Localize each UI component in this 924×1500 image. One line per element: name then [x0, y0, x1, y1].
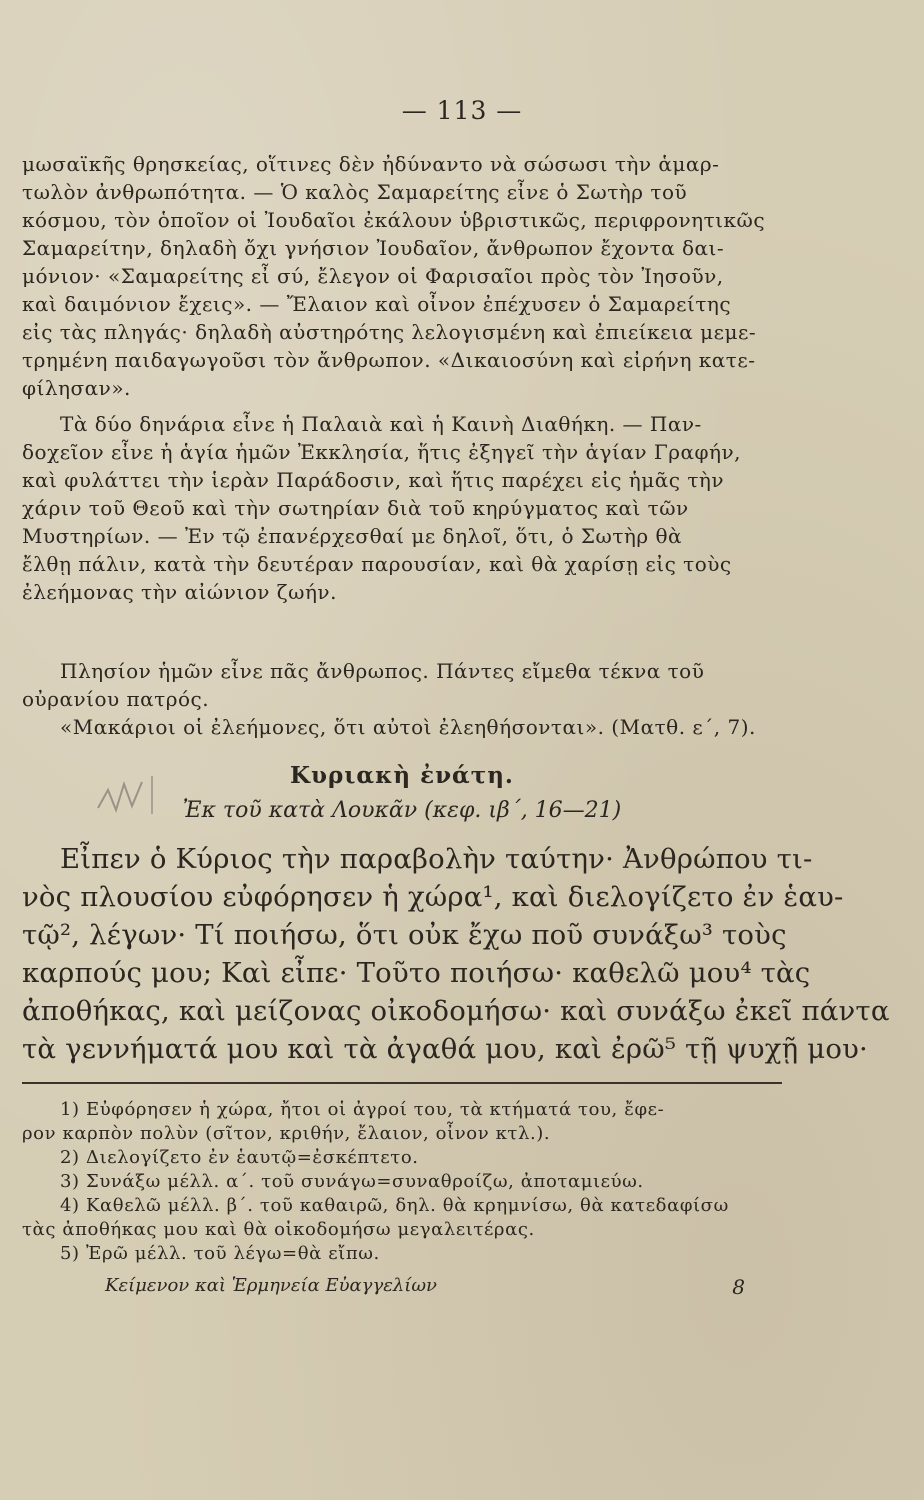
scripture-quote: «Μακάριοι οἱ ἐλεήμονες, ὅτι αὐτοὶ ἐλεηθήσονται». (Ματθ. ε΄, 7). — [60, 715, 756, 739]
text-line: φίλησαν». — [22, 376, 131, 400]
text-line: χάριν τοῦ Θεοῦ καὶ τὴν σωτηρίαν διὰ τοῦ κηρύγματος καὶ τῶν — [22, 496, 689, 520]
footnote-line: 2) Διελογίζετο ἐν ἑαυτῷ=ἐσκέπτετο. — [60, 1147, 419, 1168]
footnote-line: 5) Ἐρῶ μέλλ. τοῦ λέγω=θὰ εἴπω. — [60, 1243, 380, 1264]
text-line: Πλησίον ἡμῶν εἶνε πᾶς ἄνθρωπος. Πάντες εἴμεθα τέκνα τοῦ — [60, 659, 705, 683]
text-line: δοχεῖον εἶνε ἡ ἁγία ἡμῶν Ἐκκλησία, ἥτις ἐξηγεῖ τὴν ἁγίαν Γραφήν, — [22, 440, 742, 464]
footnote-line: τὰς ἀποθήκας μου καὶ θὰ οἰκοδομήσω μεγαλειτέρας. — [22, 1219, 535, 1240]
text-line: Εἶπεν ὁ Κύριος τὴν παραβολὴν ταύτην· Ἀνθρώπου τι- — [60, 843, 813, 875]
section-heading: Κυριακὴ ἐνάτη. — [290, 762, 514, 789]
gospel-text — [22, 840, 890, 1068]
section-subheading: Ἐκ τοῦ κατὰ Λουκᾶν (κεφ. ιβ΄, 16—21) — [182, 798, 622, 823]
footnote-line: ρον καρπὸν πολὺν (σῖτον, κριθήν, ἔλαιον, οἶνον κτλ.). — [22, 1123, 551, 1144]
page-footer — [105, 1275, 745, 1299]
paragraph-three — [22, 657, 782, 741]
page-number: — 113 — — [401, 96, 523, 125]
text-line: νὸς πλουσίου εὐφόρησεν ἡ χώρα¹, καὶ διελογίζετο ἐν ἑαυ- — [22, 881, 844, 913]
footnote-line: 4) Καθελῶ μέλλ. β΄. τοῦ καθαιρῶ, δηλ. θὰ κρημνίσω, θὰ κατεδαφίσω — [60, 1195, 729, 1216]
footnote-line: 3) Συνάξω μέλλ. α΄. τοῦ συνάγω=συναθροίζω, ἀποταμιεύω. — [60, 1171, 644, 1192]
text-line: μωσαϊκῆς θρησκείας, οἵτινες δὲν ἠδύναντο νὰ σώσωσι τὴν ἁμαρ- — [22, 152, 720, 176]
text-line: τωλὸν ἀνθρωπότητα. — Ὁ καλὸς Σαμαρείτης εἶνε ὁ Σωτὴρ τοῦ — [22, 180, 688, 204]
text-line: ἐλεήμονας τὴν αἰώνιον ζωήν. — [22, 580, 337, 604]
pencil-mark-icon — [94, 770, 160, 820]
footnote-line: 1) Εὐφόρησεν ἡ χώρα, ἤτοι οἱ ἀγροί του, τὰ κτήματά του, ἔφε- — [60, 1099, 665, 1120]
intro-paragraph — [22, 150, 782, 402]
text-line: ἀποθήκας, καὶ μείζονας οἰκοδομήσω· καὶ συνάξω ἐκεῖ πάντα — [22, 995, 890, 1027]
text-line: τῷ², λέγων· Τί ποιήσω, ὅτι οὐκ ἔχω ποῦ συνάξω³ τοὺς — [22, 919, 787, 951]
paragraph-two — [22, 410, 782, 606]
footnotes — [22, 1098, 782, 1266]
text-line: Μυστηρίων. — Ἐν τῷ ἐπανέρχεσθαί με δηλοῖ, ὅτι, ὁ Σωτὴρ θὰ — [22, 524, 683, 548]
footer-title: Κείμενον καὶ Ἑρμηνεία Εὐαγγελίων — [105, 1275, 437, 1296]
footnote-divider — [22, 1082, 782, 1084]
text-line: τὰ γεννήματά μου καὶ τὰ ἀγαθά μου, καὶ ἐρῶ⁵ τῇ ψυχῇ μου· — [22, 1033, 868, 1065]
text-line: οὐρανίου πατρός. — [22, 687, 210, 711]
text-line: καρπούς μου; Καὶ εἶπε· Τοῦτο ποιήσω· καθελῶ μου⁴ τὰς — [22, 957, 811, 989]
text-line: μόνιον· «Σαμαρείτης εἶ σύ, ἔλεγον οἱ Φαρισαῖοι πρὸς τὸν Ἰησοῦν, — [22, 264, 724, 288]
footer-sheet-number: 8 — [732, 1275, 745, 1299]
text-line: Σαμαρείτην, δηλαδὴ ὄχι γνήσιον Ἰουδαῖον, ἄνθρωπον ἔχοντα δαι- — [22, 236, 725, 260]
text-line: κόσμου, τὸν ὁποῖον οἱ Ἰουδαῖοι ἐκάλουν ὑβριστικῶς, περιφρονητικῶς — [22, 208, 766, 232]
text-line: καὶ φυλάττει τὴν ἱερὰν Παράδοσιν, καὶ ἥτις παρέχει εἰς ἡμᾶς τὴν — [22, 468, 725, 492]
text-line: εἰς τὰς πληγάς· δηλαδὴ αὐστηρότης λελογισμένη καὶ ἐπιείκεια μεμε- — [22, 320, 757, 344]
text-line: τρημένη παιδαγωγοῦσι τὸν ἄνθρωπον. «Δικαιοσύνη καὶ εἰρήνη κατε- — [22, 348, 756, 372]
text-line: Τὰ δύο δηνάρια εἶνε ἡ Παλαιὰ καὶ ἡ Καινὴ Διαθήκη. — Παν- — [60, 412, 702, 436]
text-line: καὶ δαιμόνιον ἔχεις». — Ἔλαιον καὶ οἶνον ἐπέχυσεν ὁ Σαμαρείτης — [22, 292, 732, 316]
text-line: ἔλθῃ πάλιν, κατὰ τὴν δευτέραν παρουσίαν, καὶ θὰ χαρίσῃ εἰς τοὺς — [22, 552, 732, 576]
